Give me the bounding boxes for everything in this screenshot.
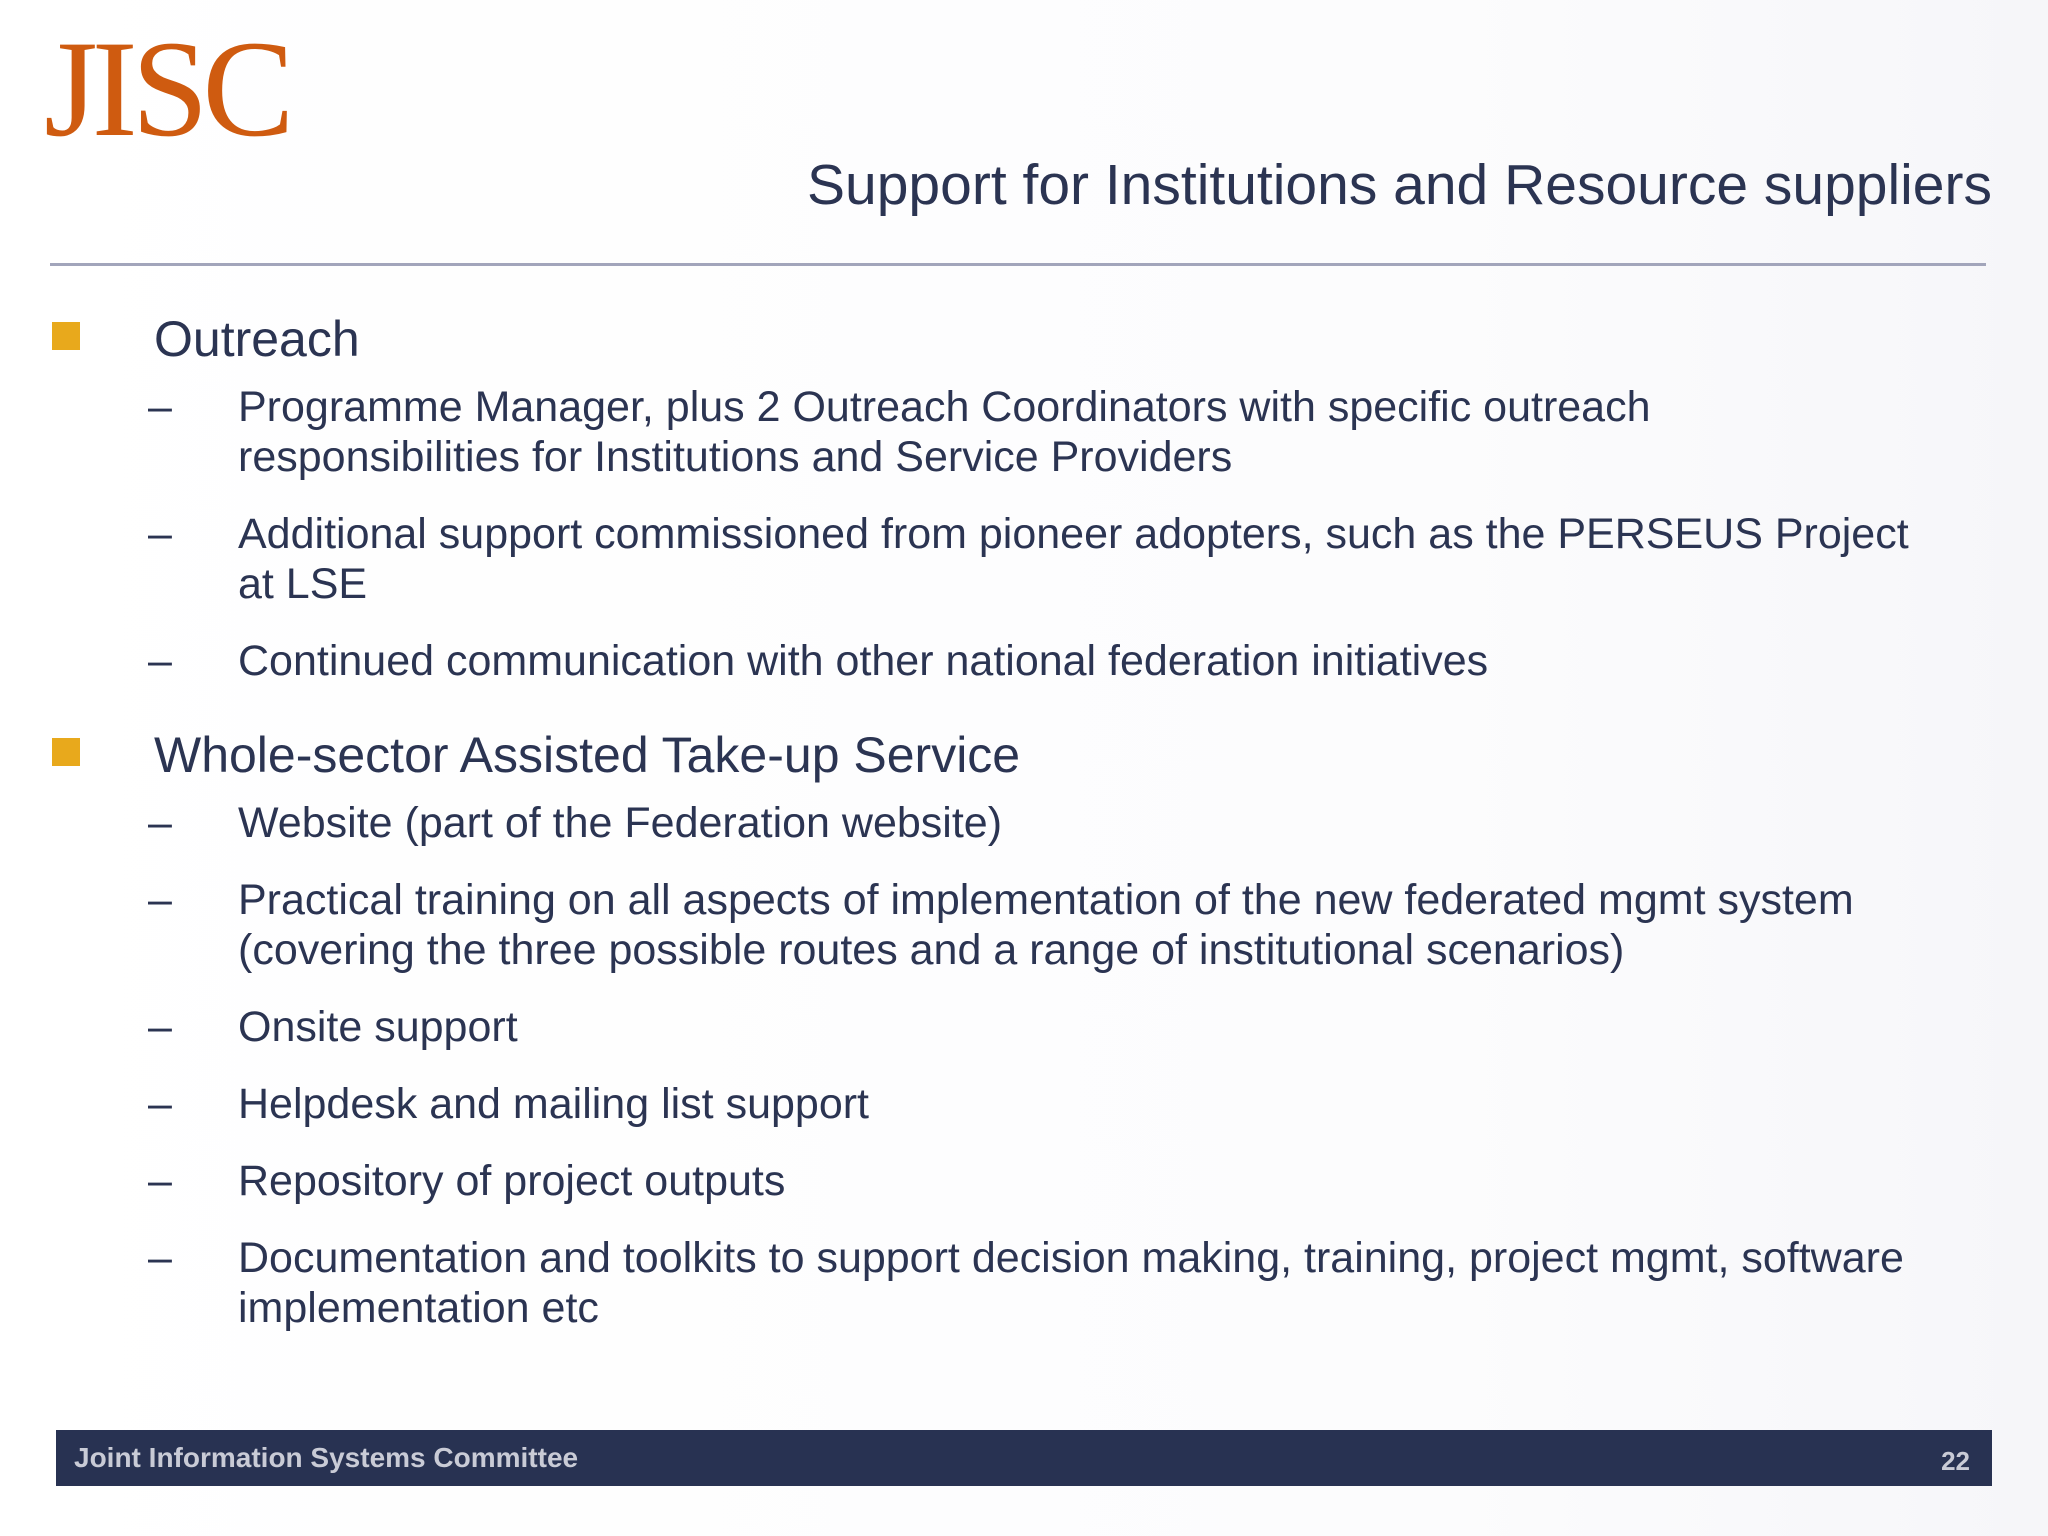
sub-bullet-list [52, 382, 1972, 686]
dash-bullet-icon: – [148, 1003, 172, 1051]
square-bullet-icon [52, 738, 80, 766]
list-item [52, 636, 1972, 686]
list-item [52, 1156, 1972, 1206]
list-item [52, 875, 1972, 975]
list-item-text: Programme Manager, plus 2 Outreach Coordinators with specific outreach responsibilities for Institutions and Service Providers [238, 383, 1651, 481]
list-item [52, 382, 1972, 482]
footer-organization: Joint Information Systems Committee [74, 1442, 579, 1473]
list-item [52, 509, 1972, 609]
dash-bullet-icon: – [148, 1080, 172, 1128]
dash-bullet-icon: – [148, 1234, 172, 1282]
list-item [52, 1233, 1972, 1333]
sub-bullet-list [52, 798, 1972, 1333]
section-assisted-take-up [52, 716, 1972, 1333]
list-item-text: Helpdesk and mailing list support [238, 1080, 869, 1128]
dash-bullet-icon: – [148, 383, 172, 431]
footer-bar [56, 1430, 1992, 1486]
list-item-text: Repository of project outputs [238, 1157, 786, 1205]
title-divider [50, 263, 1986, 266]
list-item-text: Website (part of the Federation website) [238, 799, 1003, 847]
section-outreach [52, 300, 1972, 686]
slide-title: Support for Institutions and Resource suppliers [807, 153, 1992, 217]
dash-bullet-icon: – [148, 510, 172, 558]
dash-bullet-icon: – [148, 1157, 172, 1205]
section-label: Whole-sector Assisted Take-up Service [154, 727, 1021, 783]
section-heading [52, 716, 1972, 794]
jisc-logo: JISC [44, 12, 289, 165]
list-item-text: Practical training on all aspects of implementation of the new federated mgmt system (covering the three possible routes and a range of institutional scenarios) [238, 876, 1854, 974]
square-bullet-icon [52, 322, 80, 350]
list-item-text: Continued communication with other national federation initiatives [238, 637, 1489, 685]
dash-bullet-icon: – [148, 799, 172, 847]
list-item-text: Onsite support [238, 1003, 518, 1051]
list-item-text: Documentation and toolkits to support decision making, training, project mgmt, software implementation etc [238, 1234, 1904, 1332]
dash-bullet-icon: – [148, 637, 172, 685]
list-item-text: Additional support commissioned from pioneer adopters, such as the PERSEUS Project at LSE [238, 510, 1909, 608]
section-heading [52, 300, 1972, 378]
list-item [52, 798, 1972, 848]
dash-bullet-icon: – [148, 876, 172, 924]
list-item [52, 1079, 1972, 1129]
list-item [52, 1002, 1972, 1052]
page-number: 22 [1941, 1445, 1970, 1476]
section-label: Outreach [154, 311, 360, 367]
slide-content [52, 300, 1972, 1360]
